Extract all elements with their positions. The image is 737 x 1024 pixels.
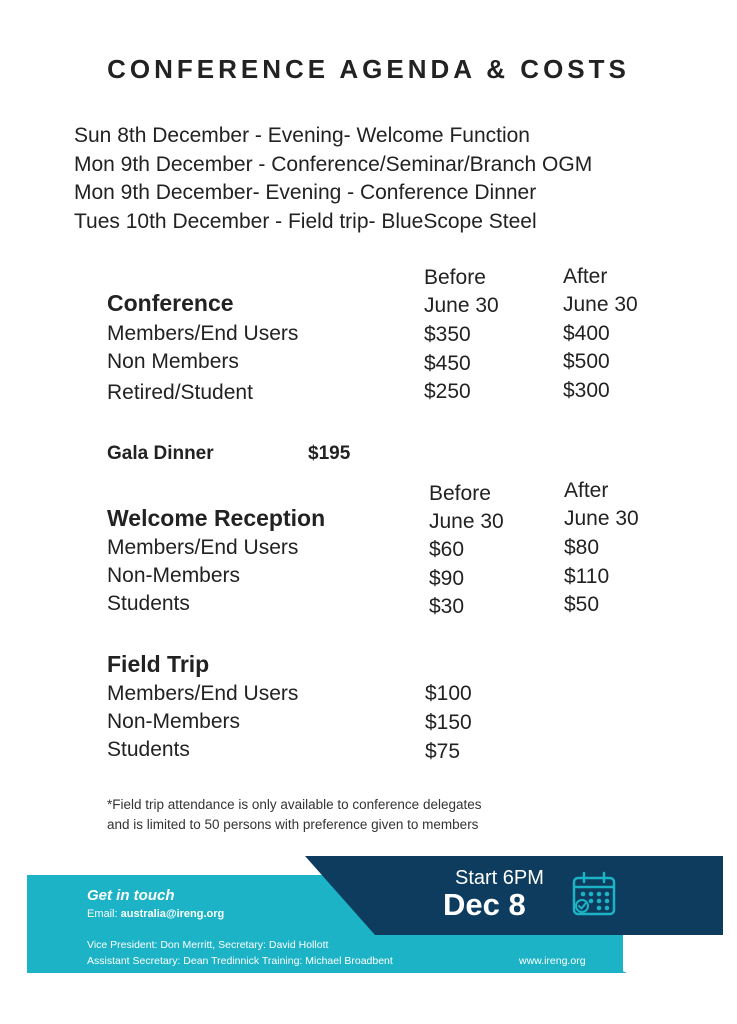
price: $100	[425, 682, 472, 705]
website-link[interactable]: www.ireng.org	[519, 955, 586, 967]
contact-email[interactable]	[87, 908, 224, 920]
after-date: June 30	[564, 507, 639, 530]
email-label: Email:	[87, 908, 121, 920]
price-before: $90	[429, 567, 465, 590]
row-label: Students	[107, 592, 190, 615]
price-before: $350	[424, 323, 471, 346]
price-before: $450	[424, 352, 471, 375]
email-address[interactable]: australia@ireng.org	[120, 908, 225, 920]
row-label: Students	[107, 738, 190, 761]
calendar-icon	[570, 870, 618, 918]
price: $150	[425, 711, 472, 734]
before-label: Before	[424, 266, 486, 289]
row-label: Members/End Users	[107, 322, 299, 345]
agenda-item: Mon 9th December- Evening - Conference Dinner	[74, 181, 537, 204]
agenda-item: Mon 9th December - Conference/Seminar/Branch OGM	[74, 152, 593, 176]
row-label: Members/End Users	[107, 536, 299, 559]
before-date: June 30	[429, 510, 504, 533]
price-after: $300	[563, 379, 610, 402]
welcome-heading: Welcome Reception	[107, 505, 326, 531]
row-label: Non Members	[107, 350, 239, 373]
row-label: Members/End Users	[107, 682, 299, 705]
price-after: $50	[564, 593, 600, 616]
agenda-item: Sun 8th December - Evening- Welcome Function	[74, 124, 530, 147]
agenda-list	[74, 122, 592, 236]
page-title: CONFERENCE AGENDA & COSTS	[107, 54, 630, 84]
after-label: After	[564, 479, 609, 502]
after-label: After	[563, 265, 608, 288]
before-label: Before	[429, 482, 491, 505]
after-date: June 30	[563, 293, 638, 316]
get-in-touch-heading: Get in touch	[87, 887, 175, 904]
footnote-line: and is limited to 50 persons with preference given to members	[107, 817, 479, 832]
event-date: Dec 8	[443, 887, 526, 922]
start-time: Start 6PM	[455, 867, 544, 889]
price: $75	[425, 740, 461, 763]
price-after: $500	[563, 350, 610, 373]
gala-dinner-label: Gala Dinner	[107, 443, 214, 464]
conference-heading: Conference	[107, 290, 234, 316]
price-after: $80	[564, 536, 600, 559]
footnote-line: *Field trip attendance is only available to conference delegates	[107, 797, 482, 812]
price-before: $60	[429, 538, 465, 561]
row-label: Retired/Student	[107, 381, 253, 404]
gala-dinner-price: $195	[308, 443, 351, 464]
agenda-item: Tues 10th December - Field trip- BlueScope Steel	[74, 209, 537, 233]
before-date: June 30	[424, 294, 499, 317]
officers-line: Assistant Secretary: Dean Tredinnick Training: Michael Broadbent	[87, 955, 393, 967]
row-label: Non-Members	[107, 564, 241, 587]
officers-line: Vice President: Don Merritt, Secretary: David Hollott	[87, 939, 329, 951]
price-after: $110	[564, 565, 610, 588]
row-label: Non-Members	[107, 710, 241, 733]
price-after: $400	[563, 322, 610, 345]
field-trip-heading: Field Trip	[107, 651, 210, 677]
price-before: $30	[429, 595, 465, 618]
price-before: $250	[424, 380, 471, 403]
